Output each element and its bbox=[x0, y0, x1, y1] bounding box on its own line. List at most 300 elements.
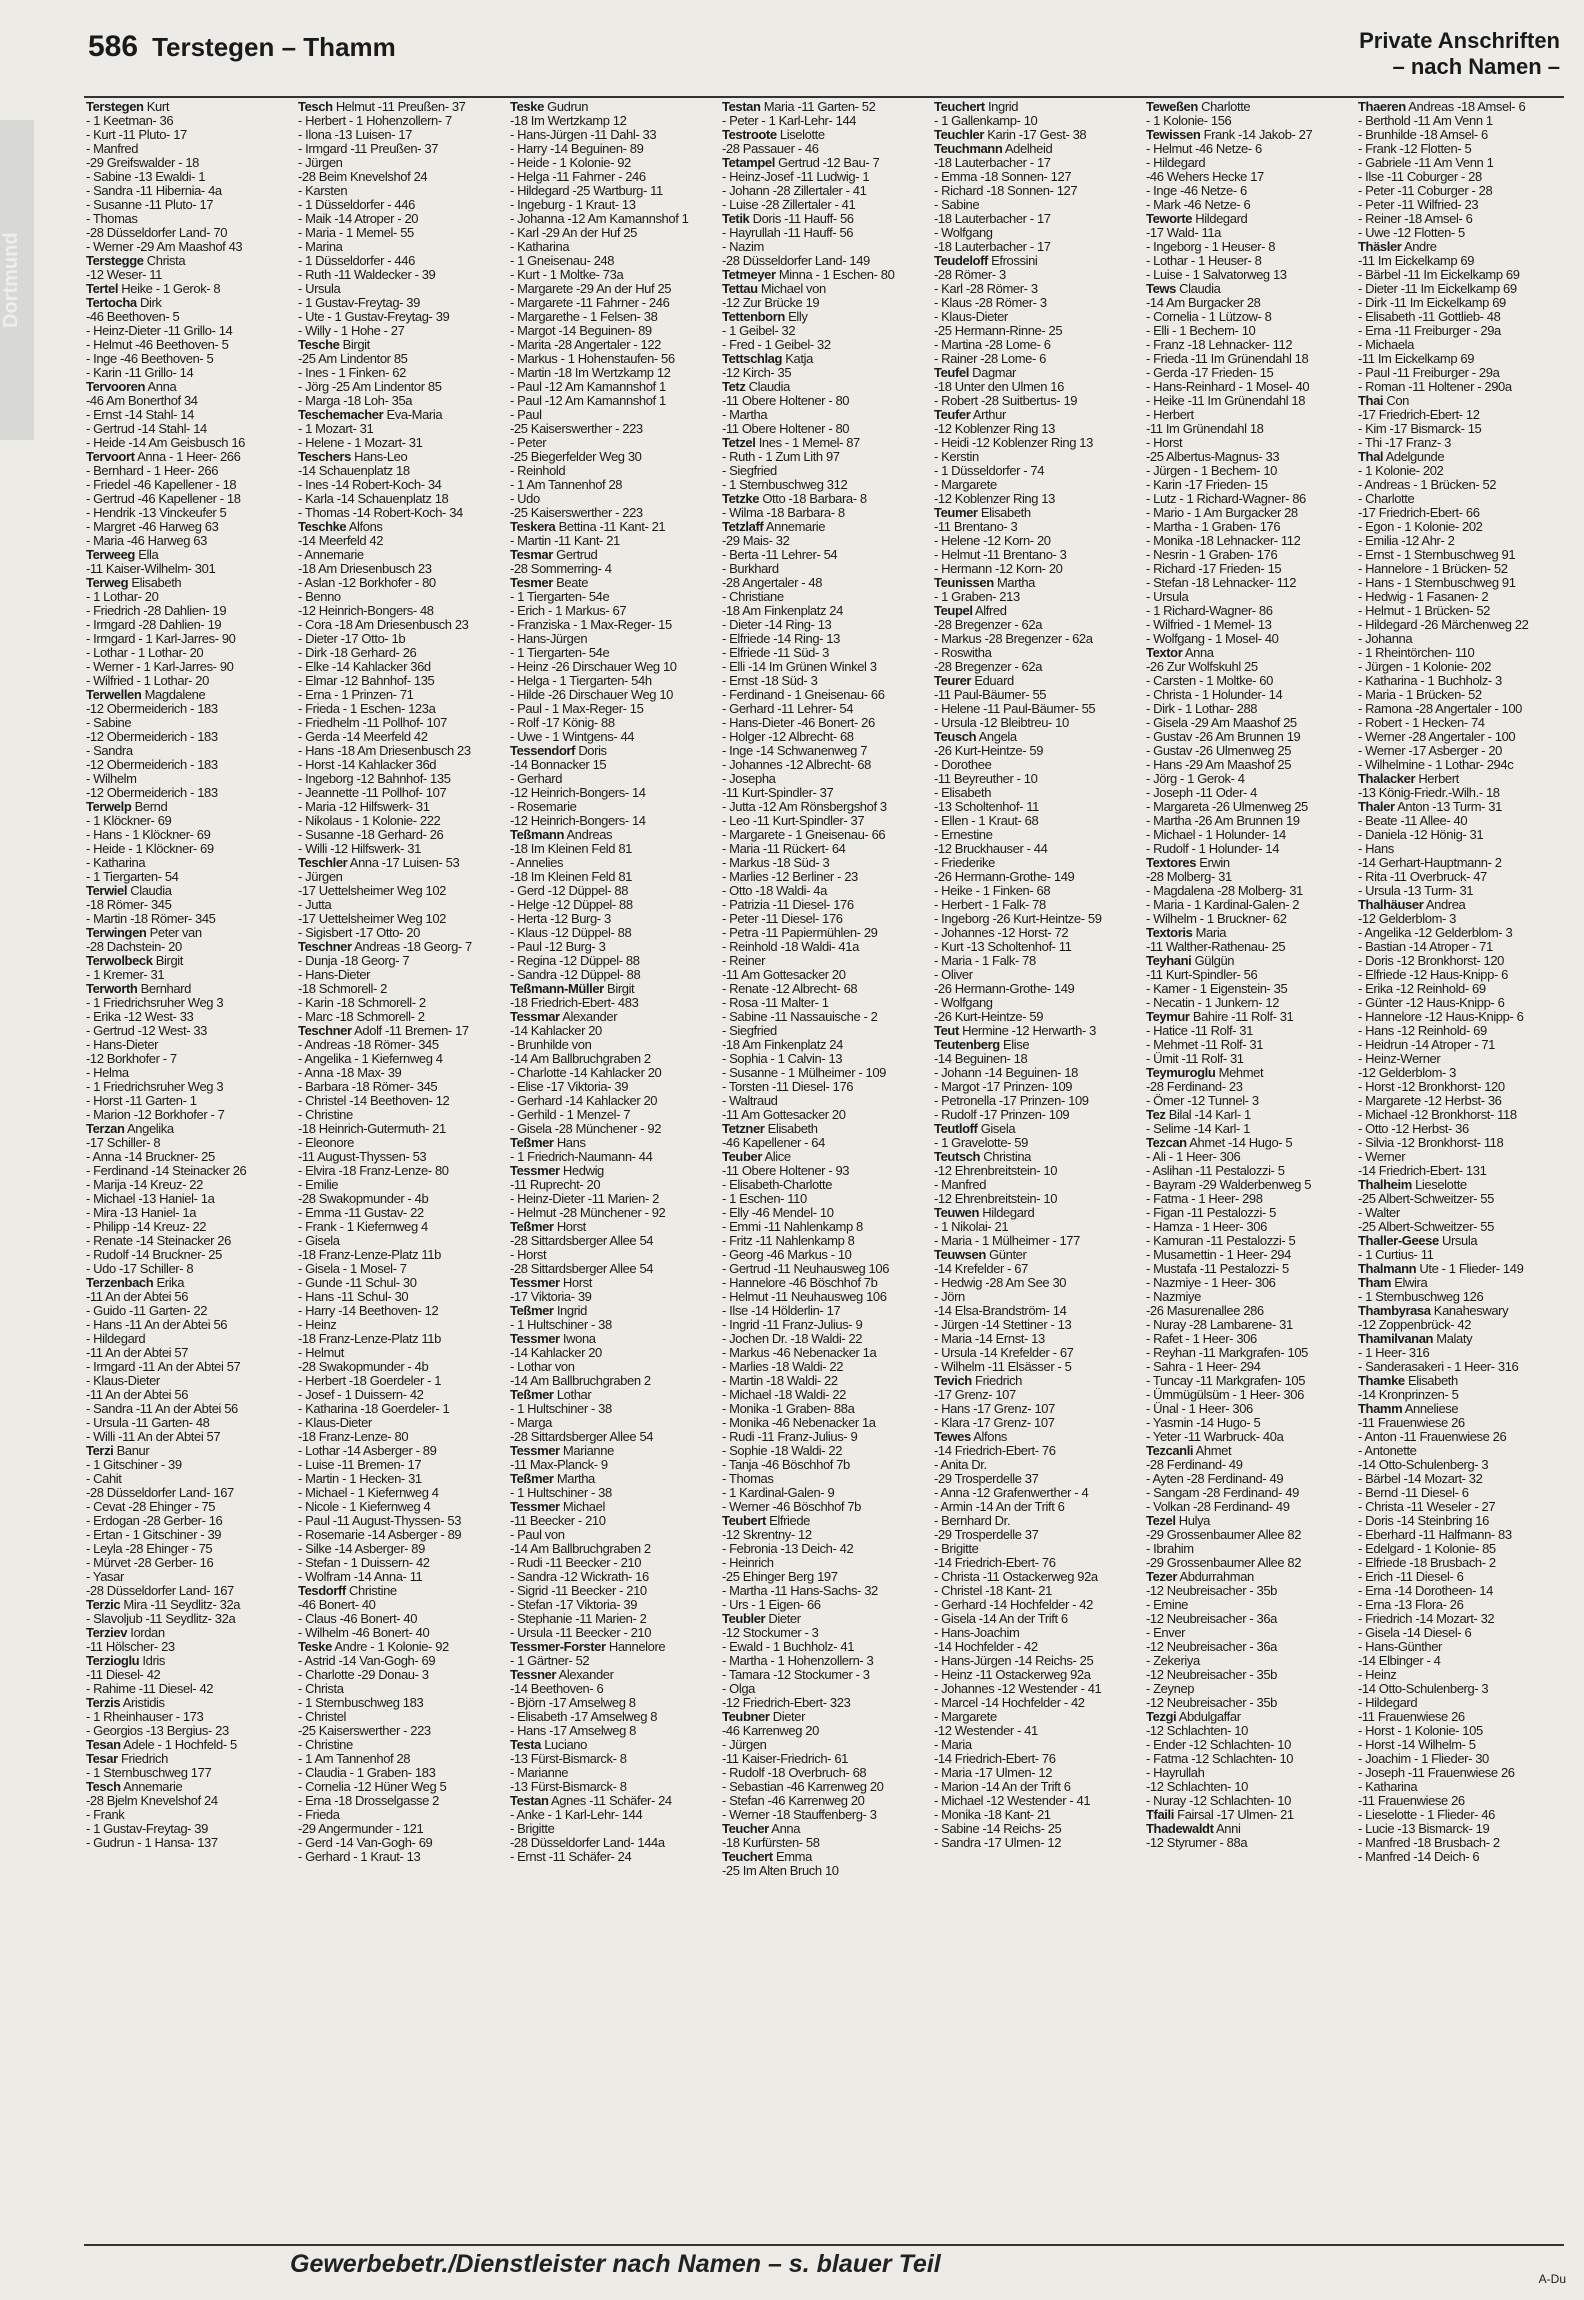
directory-entry bbox=[934, 114, 1140, 128]
directory-entry bbox=[1358, 800, 1564, 814]
entry-text: - Maria -12 Hilfswerk- 31 bbox=[298, 799, 430, 814]
entry-text: - Werner -46 Böschhof 7b bbox=[722, 1499, 862, 1514]
page-range: Terstegen – Thamm bbox=[152, 32, 396, 62]
entry-text: - Brigitte bbox=[934, 1541, 979, 1556]
entry-text: Alexander bbox=[559, 1009, 618, 1024]
entry-text: - Christa -11 Ostackerweg 92a bbox=[934, 1569, 1098, 1584]
directory-entry bbox=[1358, 1766, 1564, 1780]
entry-text: -12 Styrumer - 88a bbox=[1146, 1835, 1248, 1850]
directory-entry bbox=[510, 1654, 716, 1668]
entry-text: - Ellen - 1 Kraut- 68 bbox=[934, 813, 1039, 828]
directory-entry bbox=[298, 1640, 504, 1654]
directory-entry bbox=[1358, 660, 1564, 674]
entry-text: -29 Trosperdelle 37 bbox=[934, 1527, 1039, 1542]
entry-text: - Berthold -11 Am Venn 1 bbox=[1358, 113, 1493, 128]
entry-text: - Manfred bbox=[86, 141, 139, 156]
entry-text: Charlotte bbox=[1197, 100, 1251, 114]
entry-text: - Hans -17 Amselweg 8 bbox=[510, 1723, 636, 1738]
entry-text: -25 Kaiserswerther - 223 bbox=[510, 505, 643, 520]
entry-text: -28 Düsseldorfer Land- 70 bbox=[86, 225, 228, 240]
directory-entry bbox=[722, 1626, 928, 1640]
directory-entry bbox=[934, 856, 1140, 870]
entry-text: - Werner -17 Asberger - 20 bbox=[1358, 743, 1502, 758]
entry-text: - Sigisbert -17 Otto- 20 bbox=[298, 925, 420, 940]
directory-entry bbox=[1146, 366, 1352, 380]
directory-entry bbox=[1358, 1710, 1564, 1724]
entry-text: - Aslan -12 Borkhofer - 80 bbox=[298, 575, 436, 590]
entry-text: - Nesrin - 1 Graben- 176 bbox=[1146, 547, 1278, 562]
surname: Teuchert bbox=[934, 100, 985, 114]
directory-entry bbox=[1146, 632, 1352, 646]
directory-entry bbox=[510, 632, 716, 646]
surname: Tham bbox=[1358, 1275, 1392, 1290]
entry-text: -12 Weser- 11 bbox=[86, 267, 162, 282]
entry-text: -28 Sittardsberger Allee 54 bbox=[510, 1429, 654, 1444]
entry-text: - Paul von bbox=[510, 1527, 565, 1542]
entry-text: - Horst - 1 Kolonie- 105 bbox=[1358, 1723, 1483, 1738]
directory-entry bbox=[1358, 688, 1564, 702]
entry-text: - Andreas - 1 Brücken- 52 bbox=[1358, 477, 1497, 492]
directory-entry bbox=[510, 1542, 716, 1556]
directory-entry bbox=[510, 1598, 716, 1612]
entry-text: -17 Uettelsheimer Weg 102 bbox=[298, 911, 447, 926]
directory-entry bbox=[86, 198, 292, 212]
entry-text: - Sabine bbox=[934, 197, 980, 212]
entry-text: - Wilfried - 1 Memel- 13 bbox=[1146, 617, 1272, 632]
entry-text: -26 Kurt-Heintze- 59 bbox=[934, 743, 1044, 758]
directory-entry bbox=[722, 1794, 928, 1808]
entry-text: Ursula bbox=[1438, 1233, 1478, 1248]
directory-entry bbox=[934, 1192, 1140, 1206]
directory-entry bbox=[934, 1836, 1140, 1850]
directory-entry bbox=[934, 548, 1140, 562]
directory-entry bbox=[934, 492, 1140, 506]
directory-entry bbox=[1358, 1500, 1564, 1514]
directory-entry bbox=[86, 1626, 292, 1640]
entry-text: - Sophie -18 Waldi- 22 bbox=[722, 1443, 843, 1458]
directory-entry bbox=[1146, 1654, 1352, 1668]
entry-text: -28 Swakopmunder - 4b bbox=[298, 1359, 429, 1374]
directory-entry bbox=[510, 982, 716, 996]
directory-entry bbox=[722, 1486, 928, 1500]
entry-text: - Stefan - 1 Duissern- 42 bbox=[298, 1555, 430, 1570]
directory-entry bbox=[1358, 380, 1564, 394]
directory-entry bbox=[510, 996, 716, 1010]
directory-entry bbox=[722, 576, 928, 590]
entry-text: -18 Franz-Lenze-Platz 11b bbox=[298, 1331, 441, 1346]
entry-text: - Sangam -28 Ferdinand- 49 bbox=[1146, 1485, 1299, 1500]
entry-text: - Sanderasakeri - 1 Heer- 316 bbox=[1358, 1359, 1519, 1374]
directory-entry bbox=[1358, 1262, 1564, 1276]
directory-entry bbox=[86, 576, 292, 590]
directory-entry bbox=[722, 506, 928, 520]
entry-text: - Lutz - 1 Richard-Wagner- 86 bbox=[1146, 491, 1306, 506]
entry-text: - Lucie -13 Bismarck- 19 bbox=[1358, 1821, 1490, 1836]
directory-entry bbox=[934, 1024, 1140, 1038]
entry-text: - Uwe -12 Flotten- 5 bbox=[1358, 225, 1465, 240]
directory-entry bbox=[86, 828, 292, 842]
entry-text: - 1 Klöckner- 69 bbox=[86, 813, 172, 828]
entry-text: -12 Heinrich-Bongers- 48 bbox=[298, 603, 434, 618]
entry-text: - Elfriede -14 Ring- 13 bbox=[722, 631, 840, 646]
directory-entry bbox=[1146, 842, 1352, 856]
entry-text: - Thomas -14 Robert-Koch- 34 bbox=[298, 505, 463, 520]
entry-text: Mira -11 Seydlitz- 32a bbox=[120, 1597, 241, 1612]
entry-text: - Mürvet -28 Gerber- 16 bbox=[86, 1555, 214, 1570]
entry-text: - Elfriede -18 Brusbach- 2 bbox=[1358, 1555, 1496, 1570]
entry-text: - Gerda -14 Meerfeld 42 bbox=[298, 729, 428, 744]
entry-text: - Margot -17 Prinzen- 109 bbox=[934, 1079, 1073, 1094]
directory-entry bbox=[722, 338, 928, 352]
surname: Teucher bbox=[722, 1821, 769, 1836]
directory-entry bbox=[1146, 1332, 1352, 1346]
entry-text: - Rita -11 Overbruck- 47 bbox=[1358, 869, 1487, 884]
directory-entry bbox=[510, 1262, 716, 1276]
surname: Teusch bbox=[934, 729, 977, 744]
entry-text: - Musamettin - 1 Heer- 294 bbox=[1146, 1247, 1291, 1262]
directory-entry bbox=[510, 1682, 716, 1696]
directory-entry bbox=[1146, 576, 1352, 590]
directory-entry bbox=[1146, 1472, 1352, 1486]
entry-text: - Aslihan -11 Pestalozzi- 5 bbox=[1146, 1163, 1285, 1178]
entry-text: Elisabeth bbox=[764, 1121, 818, 1136]
directory-entry bbox=[722, 156, 928, 170]
directory-entry bbox=[86, 1514, 292, 1528]
entry-text: -14 Kronprinzen- 5 bbox=[1358, 1387, 1459, 1402]
surname: Thadewaldt bbox=[1146, 1821, 1214, 1836]
entry-text: - Anna -14 Bruckner- 25 bbox=[86, 1149, 215, 1164]
directory-entry bbox=[1146, 352, 1352, 366]
entry-text: - Ines -14 Robert-Koch- 34 bbox=[298, 477, 442, 492]
directory-entry bbox=[298, 212, 504, 226]
directory-entry bbox=[298, 1850, 504, 1864]
directory-entry bbox=[86, 702, 292, 716]
directory-entry bbox=[722, 828, 928, 842]
directory-entry bbox=[1358, 1164, 1564, 1178]
entry-text: -14 Kahlacker 20 bbox=[510, 1023, 602, 1038]
directory-entry bbox=[86, 1584, 292, 1598]
entry-text: -25 Kaiserswerther - 223 bbox=[510, 421, 643, 436]
entry-text: - Fatma - 1 Heer- 298 bbox=[1146, 1191, 1263, 1206]
directory-entry bbox=[86, 688, 292, 702]
directory-entry bbox=[298, 170, 504, 184]
directory-entry bbox=[298, 590, 504, 604]
entry-text: - Frank bbox=[86, 1807, 125, 1822]
directory-entry bbox=[510, 198, 716, 212]
directory-entry bbox=[722, 1220, 928, 1234]
entry-text: - Georg -46 Markus - 10 bbox=[722, 1247, 852, 1262]
directory-entry bbox=[1146, 1808, 1352, 1822]
directory-entry bbox=[510, 968, 716, 982]
directory-entry bbox=[298, 1150, 504, 1164]
surname: Teuwsen bbox=[934, 1247, 986, 1262]
entry-text: -26 Hermann-Grothe- 149 bbox=[934, 869, 1075, 884]
entry-text: - Elmar -12 Bahnhof- 135 bbox=[298, 673, 435, 688]
directory-entry bbox=[510, 548, 716, 562]
directory-entry bbox=[298, 184, 504, 198]
directory-entry bbox=[1358, 1514, 1564, 1528]
entry-text: - Paul - 1 Max-Reger- 15 bbox=[510, 701, 644, 716]
directory-entry bbox=[934, 100, 1140, 114]
entry-text: - 1 Gärtner- 52 bbox=[510, 1653, 590, 1668]
directory-entry bbox=[86, 478, 292, 492]
directory-entry bbox=[86, 1458, 292, 1472]
entry-text: - Karin -17 Frieden- 15 bbox=[1146, 477, 1268, 492]
entry-text: Dieter bbox=[765, 1611, 801, 1626]
directory-entry bbox=[1358, 1080, 1564, 1094]
entry-text: -18 Im Kleinen Feld 81 bbox=[510, 841, 632, 856]
directory-entry bbox=[1358, 604, 1564, 618]
entry-text: - Herbert - 1 Hohenzollern- 7 bbox=[298, 113, 452, 128]
entry-text: - Rainer -28 Lome- 6 bbox=[934, 351, 1046, 366]
entry-text: - 1 Gravelotte- 59 bbox=[934, 1135, 1028, 1150]
directory-entry bbox=[1358, 1150, 1564, 1164]
directory-entry bbox=[1146, 1192, 1352, 1206]
directory-entry bbox=[722, 996, 928, 1010]
entry-text: - 1 Gitschiner - 39 bbox=[86, 1457, 182, 1472]
directory-entry bbox=[1146, 1318, 1352, 1332]
directory-entry bbox=[934, 1752, 1140, 1766]
directory-entry bbox=[510, 1038, 716, 1052]
directory-entry bbox=[934, 394, 1140, 408]
directory-entry bbox=[1358, 1304, 1564, 1318]
directory-entry bbox=[722, 1752, 928, 1766]
entry-text: - Christa bbox=[298, 1681, 344, 1696]
entry-text: - Klaus-Dieter bbox=[934, 309, 1008, 324]
directory-entry bbox=[934, 1766, 1140, 1780]
directory-entry bbox=[722, 1402, 928, 1416]
directory-entry bbox=[86, 646, 292, 660]
entry-text: - Karla -14 Schauenplatz 18 bbox=[298, 491, 449, 506]
directory-entry bbox=[722, 1556, 928, 1570]
entry-text: - Wolfram -14 Anna- 11 bbox=[298, 1569, 423, 1584]
directory-entry bbox=[298, 1612, 504, 1626]
entry-text: - Christel -14 Beethoven- 12 bbox=[298, 1093, 450, 1108]
entry-text: - Johann -14 Beguinen- 18 bbox=[934, 1065, 1078, 1080]
directory-entry bbox=[1358, 1416, 1564, 1430]
directory-entry bbox=[1146, 646, 1352, 660]
surname: Thamm bbox=[1358, 1401, 1403, 1416]
entry-text: - Martin -18 Im Wertzkamp 12 bbox=[510, 365, 671, 380]
directory-entry bbox=[934, 660, 1140, 674]
entry-text: - 1 Gustav-Freytag- 39 bbox=[86, 1821, 208, 1836]
entry-text: - Petronella -17 Prinzen- 109 bbox=[934, 1093, 1089, 1108]
entry-text: -29 Grossenbaumer Allee 82 bbox=[1146, 1527, 1302, 1542]
directory-entry bbox=[934, 352, 1140, 366]
directory-entry bbox=[298, 1402, 504, 1416]
entry-text: - Ferdinand - 1 Gneisenau- 66 bbox=[722, 687, 885, 702]
entry-text: - Gunde -11 Schul- 30 bbox=[298, 1275, 417, 1290]
directory-entry bbox=[510, 1290, 716, 1304]
entry-text: - 1 Gustav-Freytag- 39 bbox=[298, 295, 420, 310]
entry-text: -18 Im Kleinen Feld 81 bbox=[510, 869, 632, 884]
directory-entry bbox=[86, 898, 292, 912]
directory-entry bbox=[86, 422, 292, 436]
entry-text: Bernhard bbox=[137, 981, 191, 996]
entry-text: Adelgunde bbox=[1383, 449, 1445, 464]
entry-text: -12 Heinrich-Bongers- 14 bbox=[510, 785, 646, 800]
entry-text: - Wolfgang - 1 Mosel- 40 bbox=[1146, 631, 1279, 646]
directory-entry bbox=[722, 1206, 928, 1220]
entry-text: - Peter -11 Diesel- 176 bbox=[722, 911, 843, 926]
surname: Terworth bbox=[86, 981, 138, 996]
entry-text: - Emilie bbox=[298, 1177, 339, 1192]
directory-entry bbox=[1358, 1458, 1564, 1472]
entry-text: - Gisela - 1 Mosel- 7 bbox=[298, 1261, 407, 1276]
entry-text: - Cahit bbox=[86, 1471, 122, 1486]
directory-entry bbox=[298, 1514, 504, 1528]
directory-entry bbox=[86, 940, 292, 954]
directory-entry bbox=[298, 100, 504, 114]
entry-text: - Irmgard -28 Dahlien- 19 bbox=[86, 617, 222, 632]
surname: Teubler bbox=[722, 1611, 766, 1626]
directory-entry bbox=[1146, 716, 1352, 730]
surname: Tetmeyer bbox=[722, 267, 776, 282]
entry-text: - Zeynep bbox=[1146, 1681, 1195, 1696]
directory-entry bbox=[1358, 394, 1564, 408]
directory-entry bbox=[934, 1710, 1140, 1724]
directory-entry bbox=[934, 646, 1140, 660]
directory-entry bbox=[1358, 1402, 1564, 1416]
directory-entry bbox=[86, 800, 292, 814]
directory-entry bbox=[722, 1094, 928, 1108]
directory-entry bbox=[934, 1570, 1140, 1584]
directory-entry bbox=[1146, 590, 1352, 604]
entry-text: - Margarethe - 1 Felsen- 38 bbox=[510, 309, 658, 324]
entry-text: Claudia bbox=[745, 379, 790, 394]
directory-entry bbox=[934, 506, 1140, 520]
directory-entry bbox=[1358, 212, 1564, 226]
entry-text: - Margarete bbox=[934, 1709, 997, 1724]
directory-entry bbox=[934, 1220, 1140, 1234]
entry-text: - Michael -12 Bronkhorst- 118 bbox=[1358, 1107, 1517, 1122]
directory-entry bbox=[722, 1276, 928, 1290]
directory-entry bbox=[1146, 1080, 1352, 1094]
directory-entry bbox=[86, 212, 292, 226]
directory-entry bbox=[86, 758, 292, 772]
directory-entry bbox=[934, 786, 1140, 800]
entry-text: - Inge -46 Beethoven- 5 bbox=[86, 351, 214, 366]
entry-text: - Helmut -46 Netze- 6 bbox=[1146, 141, 1262, 156]
directory-entry bbox=[1358, 1290, 1564, 1304]
directory-entry bbox=[510, 786, 716, 800]
directory-entry bbox=[1358, 142, 1564, 156]
surname: Teubert bbox=[722, 1513, 766, 1528]
directory-entry bbox=[510, 324, 716, 338]
entry-text: - Gisela -14 Diesel- 6 bbox=[1358, 1625, 1472, 1640]
entry-text: - Horst bbox=[1146, 435, 1183, 450]
entry-text: Annemarie bbox=[763, 519, 826, 534]
directory-entry bbox=[722, 814, 928, 828]
entry-text: - Elise -17 Viktoria- 39 bbox=[510, 1079, 629, 1094]
directory-entry bbox=[1146, 940, 1352, 954]
directory-entry bbox=[298, 562, 504, 576]
directory-entry bbox=[1146, 1052, 1352, 1066]
entry-text: Hildegard bbox=[979, 1205, 1035, 1220]
directory-entry bbox=[1358, 282, 1564, 296]
directory-entry bbox=[86, 1430, 292, 1444]
entry-text: - Tuncay -11 Markgrafen- 105 bbox=[1146, 1373, 1306, 1388]
entry-text: -11 Obere Holtener - 80 bbox=[722, 393, 850, 408]
entry-text: - Jürgen bbox=[298, 869, 343, 884]
entry-text: - Franziska - 1 Max-Reger- 15 bbox=[510, 617, 672, 632]
surname: Teufer bbox=[934, 407, 971, 422]
directory-entry bbox=[1358, 1696, 1564, 1710]
entry-text: - Peter -11 Wilfried- 23 bbox=[1358, 197, 1479, 212]
entry-text: -25 Biegerfelder Weg 30 bbox=[510, 449, 642, 464]
directory-entry bbox=[510, 408, 716, 422]
entry-text: - Kerstin bbox=[934, 449, 979, 464]
entry-text: - Elke -14 Kahlacker 36d bbox=[298, 659, 431, 674]
entry-text: - Elisabeth-Charlotte bbox=[722, 1177, 833, 1192]
entry-text: - Elli - 1 Bechem- 10 bbox=[1146, 323, 1256, 338]
entry-text: -14 Elsa-Brandström- 14 bbox=[934, 1303, 1067, 1318]
directory-entry bbox=[722, 1710, 928, 1724]
directory-entry bbox=[1146, 450, 1352, 464]
directory-entry bbox=[86, 604, 292, 618]
entry-text: - Berta -11 Lehrer- 54 bbox=[722, 547, 838, 562]
directory-entry bbox=[298, 1038, 504, 1052]
entry-text: -18 Unter den Ulmen 16 bbox=[934, 379, 1064, 394]
directory-entry bbox=[1358, 912, 1564, 926]
entry-text: - Manfred bbox=[934, 1177, 987, 1192]
entry-text: -28 Ferdinand- 49 bbox=[1146, 1457, 1243, 1472]
directory-entry bbox=[298, 1780, 504, 1794]
entry-text: Ines - 1 Memel- 87 bbox=[755, 435, 860, 450]
surname: Thalacker bbox=[1358, 771, 1416, 786]
directory-entry bbox=[510, 1304, 716, 1318]
entry-text: -14 Krefelder - 67 bbox=[934, 1261, 1028, 1276]
directory-entry bbox=[1358, 1346, 1564, 1360]
directory-entry bbox=[1146, 660, 1352, 674]
surname: Teuwen bbox=[934, 1205, 980, 1220]
entry-text: - Rafet - 1 Heer- 306 bbox=[1146, 1331, 1257, 1346]
entry-text: Hans bbox=[553, 1135, 586, 1150]
entry-text: - Willy - 1 Hohe - 27 bbox=[298, 323, 405, 338]
directory-entry bbox=[1358, 758, 1564, 772]
entry-text: - Hans - 1 Klöckner- 69 bbox=[86, 827, 211, 842]
directory-entry bbox=[1358, 1542, 1564, 1556]
directory-entry bbox=[510, 100, 716, 114]
surname: Thalheim bbox=[1358, 1177, 1412, 1192]
directory-entry bbox=[1146, 1262, 1352, 1276]
surname: Terweeg bbox=[86, 547, 135, 562]
surname: Tessner bbox=[510, 1667, 557, 1682]
directory-entry bbox=[298, 1234, 504, 1248]
directory-entry bbox=[86, 1808, 292, 1822]
entry-text: - Siegfried bbox=[722, 1023, 777, 1038]
directory-entry bbox=[722, 1430, 928, 1444]
directory-entry bbox=[1146, 786, 1352, 800]
entry-text: - Ernst -11 Schäfer- 24 bbox=[510, 1849, 632, 1864]
entry-text: - Elfriede -12 Haus-Knipp- 6 bbox=[1358, 967, 1508, 982]
directory-entry bbox=[510, 1374, 716, 1388]
directory-entry bbox=[298, 1318, 504, 1332]
entry-text: - Heinrich bbox=[722, 1555, 774, 1570]
directory-entry bbox=[298, 660, 504, 674]
directory-entry bbox=[1146, 1738, 1352, 1752]
directory-entry bbox=[298, 688, 504, 702]
entry-text: - 1 Sternbuschweg 312 bbox=[722, 477, 848, 492]
entry-text: -18 Im Wertzkamp 12 bbox=[510, 113, 627, 128]
directory-entry bbox=[86, 1346, 292, 1360]
entry-text: - Ingeburg - 1 Kraut- 13 bbox=[510, 197, 636, 212]
surname: Textoris bbox=[1146, 925, 1193, 940]
entry-text: -28 Ferdinand- 23 bbox=[1146, 1079, 1243, 1094]
entry-text: - Hans-Dieter bbox=[298, 967, 371, 982]
entry-text: -28 Bjelm Knevelshof 24 bbox=[86, 1793, 218, 1808]
entry-text: - Marion -14 An der Trift 6 bbox=[934, 1779, 1071, 1794]
